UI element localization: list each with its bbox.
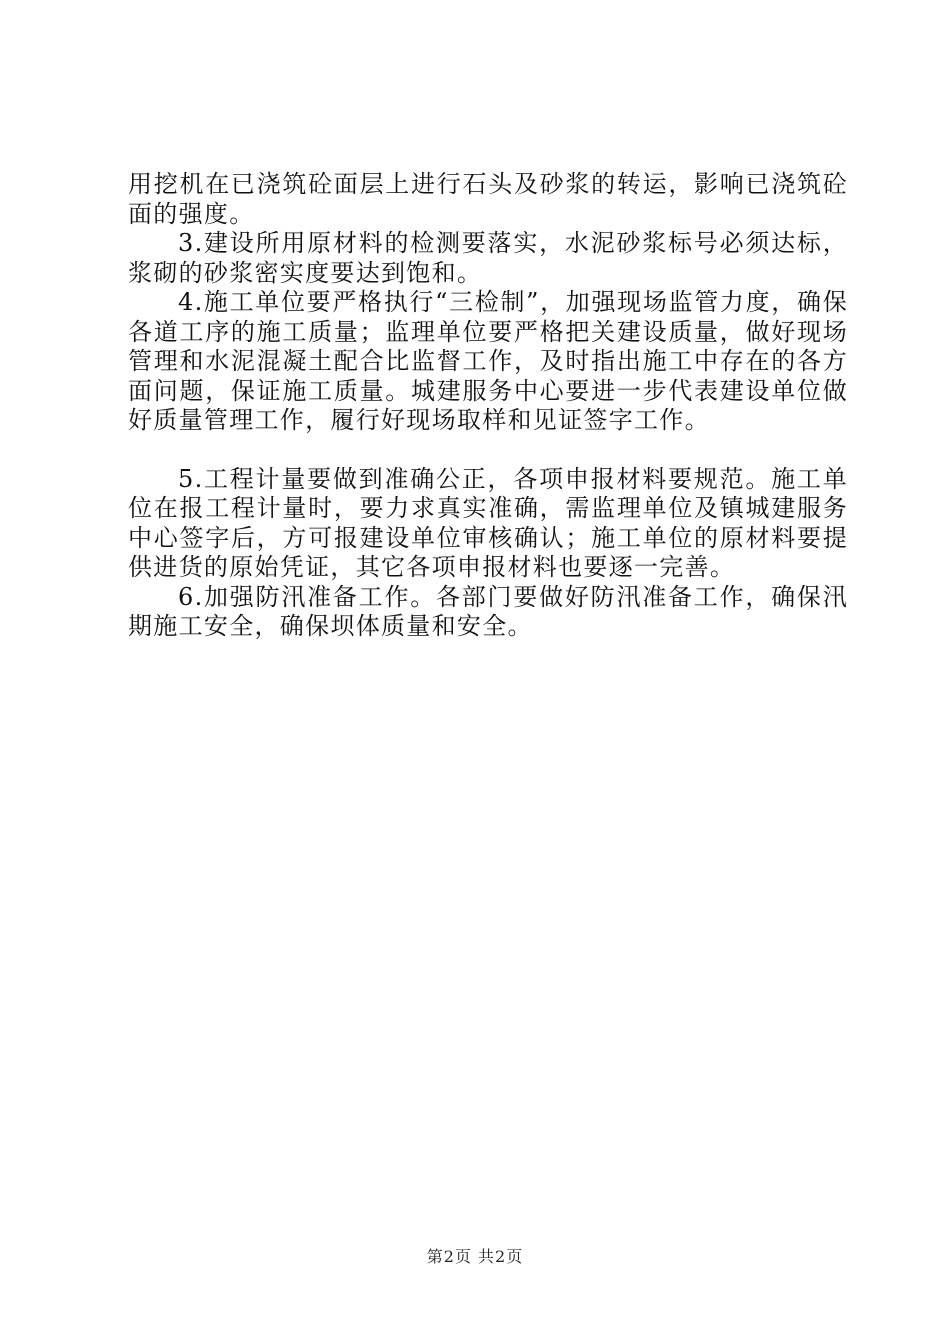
- paragraph-item-3: 3.建设所用原材料的检测要落实，水泥砂浆标号必须达标，浆砌的砂浆密实度要达到饱和。: [128, 229, 848, 287]
- paragraph-item-5: 5.工程计量要做到准确公正，各项申报材料要规范。施工单位在报工程计量时，要力求真实准确，需监理单位及镇城建服务中心签字后，方可报建设单位审核确认；施工单位的原材料要提供进货的原始凭证，其它各项申报材料也要逐一完善。: [128, 464, 848, 581]
- paragraph-continuation: 用挖机在已浇筑砼面层上进行石头及砂浆的转运，影响已浇筑砼面的强度。: [128, 170, 848, 228]
- document-body: [128, 170, 848, 642]
- page-number-footer: 第2页 共2页: [426, 1247, 524, 1266]
- paragraph-item-4: 4.施工单位要严格执行“三检制”，加强现场监管力度，确保各道工序的施工质量；监理单位要严格把关建设质量，做好现场管理和水泥混凝土配合比监督工作，及时指出施工中存在的各方面问题，保证施工质量。城建服务中心要进一步代表建设单位做好质量管理工作，履行好现场取样和见证签字工作。: [128, 288, 848, 434]
- paragraph-item-6: 6.加强防汛准备工作。各部门要做好防汛准备工作，确保汛期施工安全，确保坝体质量和安全。: [128, 582, 848, 640]
